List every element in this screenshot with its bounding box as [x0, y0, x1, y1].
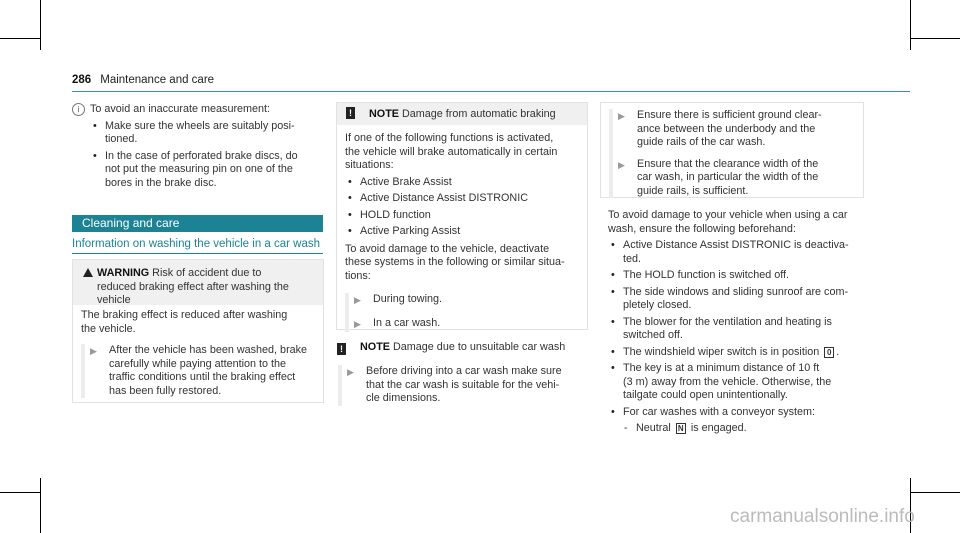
note-body: To avoid damage to the vehicle, deactivate these systems in the following or similar situa- tions:: [345, 242, 565, 282]
note-label: NOTE: [360, 341, 390, 353]
list-item: • The blower for the ventilation and heating is switched off.: [608, 316, 878, 343]
page-header: [72, 74, 910, 86]
warning-header: [73, 260, 323, 305]
list-item: • The HOLD function is switched off.: [608, 269, 878, 283]
step-arrow-icon: ▶: [354, 318, 361, 329]
step-arrow-icon: ▶: [618, 159, 625, 170]
warning-label: WARNING: [97, 267, 150, 279]
info-icon: i: [72, 103, 85, 116]
crop-mark: [910, 0, 911, 50]
step-arrow-icon: ▶: [90, 346, 97, 356]
list-item: • The side windows and sliding sunroof are com- pletely closed.: [608, 286, 878, 313]
list-item: • Make sure the wheels are suitably posi- tioned.: [90, 120, 322, 147]
list-item: • Active Parking Assist: [345, 225, 579, 239]
section-heading: Cleaning and care: [72, 215, 323, 232]
list-item: • The key is at a minimum distance of 10 ft (3 m) away from the vehicle. Otherwise, the tailgate could open unintentionally.: [608, 362, 878, 403]
warning-triangle-icon: [83, 268, 93, 277]
section-title: Maintenance and care: [100, 74, 215, 86]
warning-title: Risk of accident due to reduced braking effect after washing the vehicle: [97, 267, 289, 306]
warning-step: ▶ After the vehicle has been washed, brake carefully while paying attention to the traffic conditions until the braking effect has been fully restored.: [90, 344, 308, 397]
step-arrow-icon: ▶: [347, 367, 354, 377]
clearance-step: ▶ Ensure there is sufficient ground clear- ance between the underbody and the guide rails of the car wash.: [618, 109, 822, 148]
note-list: [345, 176, 579, 239]
exclamation-icon: !: [346, 107, 355, 119]
note-step: ▶ Before driving into a car wash make sure that the car wash is suitable for the vehi- cle dimensions.: [347, 365, 562, 404]
note-title: Damage from automatic braking: [399, 108, 556, 120]
exclamation-icon: !: [337, 343, 346, 355]
note-title: Damage due to unsuitable car wash: [390, 341, 566, 353]
clearance-box: [600, 102, 864, 198]
warning-box: [72, 259, 324, 403]
neutral-gear-symbol: N: [676, 423, 686, 434]
list-item: • In the case of perforated brake discs, do not put the measuring pin on one of the bores in the brake disc.: [90, 150, 322, 191]
tip-text: To avoid an inaccurate measurement:: [90, 103, 271, 115]
crop-mark: [910, 492, 960, 493]
crop-mark: [40, 478, 41, 533]
watermark: carmanualsonline.info: [730, 506, 915, 527]
list-item: • Active Distance Assist DISTRONIC is deactiva- ted.: [608, 239, 878, 266]
warning-body: The braking effect is reduced after washing the vehicle.: [81, 309, 288, 335]
checklist: [608, 239, 878, 419]
car-wash-checklist: [608, 209, 878, 436]
crop-mark: [910, 38, 960, 39]
note-box-braking: [336, 102, 588, 330]
list-item: • For car washes with a conveyor system:: [608, 406, 878, 420]
page-number: 286: [72, 74, 92, 86]
wiper-position-symbol: 0: [824, 347, 834, 358]
crop-mark: [40, 0, 41, 50]
note-car-wash: [336, 341, 586, 406]
list-item: • Active Brake Assist: [345, 176, 579, 190]
note-step: ▶ During towing.: [349, 293, 579, 307]
step-arrow-icon: ▶: [354, 295, 361, 305]
dash-marker: -: [624, 422, 628, 434]
note-intro: If one of the following functions is activated, the vehicle will brake automatically in certain situations:: [345, 132, 558, 171]
header-rule: [72, 91, 910, 92]
note-header: [337, 103, 587, 125]
list-item: • The windshield wiper switch is in position 0 .: [608, 346, 878, 360]
neutral-line: - Neutral N is engaged.: [624, 422, 747, 434]
checklist-intro: To avoid damage to your vehicle when using a car wash, ensure the following beforehand:: [608, 209, 848, 235]
note-step: ▶ In a car wash.: [349, 317, 579, 333]
section-subheading: Information on washing the vehicle in a car wash: [72, 238, 323, 254]
step-arrow-icon: ▶: [618, 111, 625, 121]
list-item: • Active Distance Assist DISTRONIC: [345, 192, 579, 206]
crop-mark: [0, 492, 40, 493]
tip-block: [72, 103, 322, 190]
crop-mark: [0, 38, 40, 39]
tip-list: [90, 120, 322, 191]
clearance-step: ▶ Ensure that the clearance width of the car wash, in particular the width of the guide rails, is sufficient.: [618, 157, 819, 197]
list-item: • HOLD function: [345, 209, 579, 223]
note-label: NOTE: [369, 108, 399, 120]
